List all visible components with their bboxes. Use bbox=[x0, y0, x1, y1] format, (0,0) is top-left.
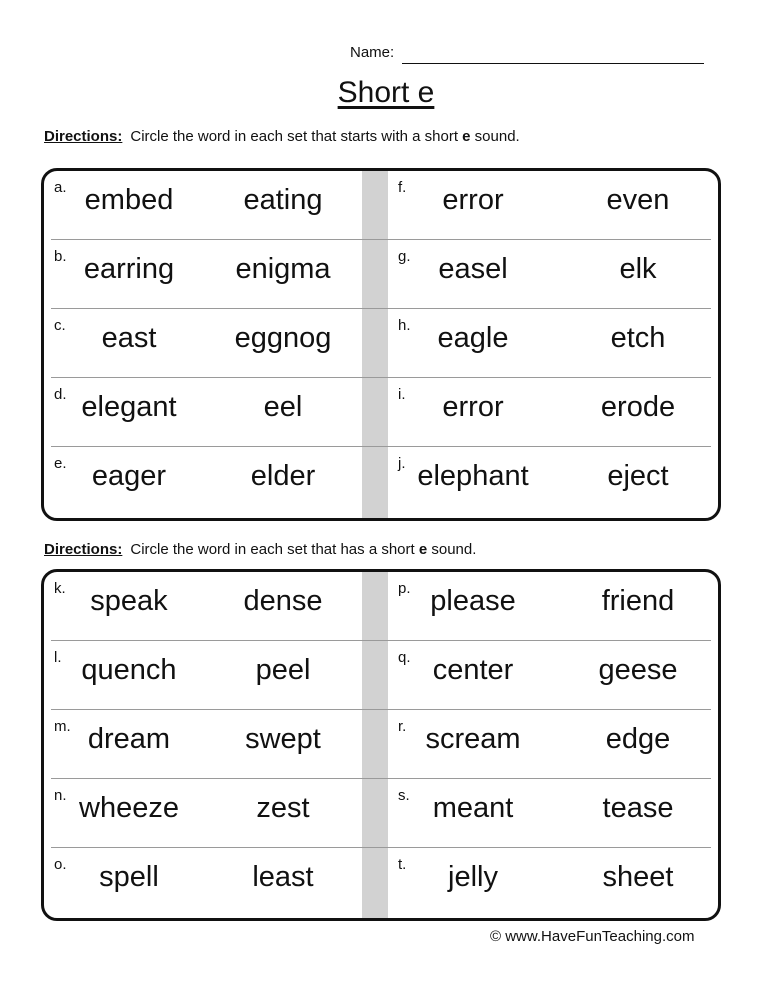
item-letter: m. bbox=[54, 718, 71, 735]
word-choice[interactable]: enigma bbox=[235, 253, 331, 285]
word-row bbox=[44, 572, 718, 641]
item-letter: l. bbox=[54, 649, 62, 666]
word-choice[interactable]: eager bbox=[91, 460, 167, 492]
word-row bbox=[44, 171, 718, 240]
directions-bold: e bbox=[462, 128, 471, 145]
directions-2 bbox=[44, 541, 476, 558]
word-choice[interactable]: eel bbox=[263, 391, 303, 423]
word-row bbox=[44, 641, 718, 710]
item-letter: n. bbox=[54, 787, 67, 804]
word-choice[interactable]: wheeze bbox=[79, 792, 179, 824]
word-row bbox=[44, 848, 718, 917]
word-choice[interactable]: jelly bbox=[448, 861, 498, 893]
word-choice[interactable]: eject bbox=[607, 460, 669, 492]
word-choice[interactable]: spell bbox=[99, 861, 159, 893]
word-choice[interactable]: meant bbox=[432, 792, 514, 824]
word-choice[interactable]: scream bbox=[425, 723, 521, 755]
word-choice[interactable]: error bbox=[442, 391, 504, 423]
item-letter: c. bbox=[54, 317, 66, 334]
word-choice[interactable]: erode bbox=[600, 391, 676, 423]
word-choice[interactable]: peel bbox=[255, 654, 311, 686]
item-letter: b. bbox=[54, 248, 67, 265]
word-choice[interactable]: eggnog bbox=[234, 322, 332, 354]
directions-bold: e bbox=[418, 541, 428, 558]
item-letter: r. bbox=[398, 718, 407, 735]
word-choice[interactable]: easel bbox=[438, 253, 508, 285]
word-choice[interactable]: elk bbox=[619, 253, 657, 285]
word-row bbox=[44, 710, 718, 779]
item-letter: t. bbox=[398, 856, 407, 873]
word-choice[interactable]: embed bbox=[84, 184, 174, 216]
word-choice[interactable]: center bbox=[432, 654, 514, 686]
directions-text: Circle the word in each set that starts with a short bbox=[130, 128, 463, 145]
name-label: Name: bbox=[350, 44, 395, 61]
directions-text-end: sound. bbox=[470, 128, 520, 145]
item-letter: p. bbox=[398, 580, 411, 597]
item-letter: a. bbox=[54, 179, 67, 196]
name-line[interactable] bbox=[402, 63, 704, 64]
item-letter: q. bbox=[398, 649, 411, 666]
page-title: Short e bbox=[337, 76, 435, 109]
word-choice[interactable]: sheet bbox=[602, 861, 674, 893]
word-choice[interactable]: geese bbox=[598, 654, 678, 686]
word-choice[interactable]: please bbox=[430, 585, 516, 617]
word-choice[interactable]: eagle bbox=[437, 322, 509, 354]
word-box-1 bbox=[41, 168, 721, 521]
word-choice[interactable]: dense bbox=[243, 585, 323, 617]
word-box-2 bbox=[41, 569, 721, 921]
directions-text-end: sound. bbox=[427, 541, 477, 558]
word-choice[interactable]: least bbox=[252, 861, 314, 893]
word-choice[interactable]: earring bbox=[83, 253, 175, 285]
item-letter: d. bbox=[54, 386, 67, 403]
directions-label: Directions: bbox=[44, 541, 123, 558]
item-letter: s. bbox=[398, 787, 410, 804]
word-choice[interactable]: speak bbox=[90, 585, 168, 617]
word-choice[interactable]: east bbox=[101, 322, 157, 354]
item-letter: e. bbox=[54, 455, 67, 472]
word-row bbox=[44, 447, 718, 516]
word-choice[interactable]: elegant bbox=[81, 391, 177, 423]
word-choice[interactable]: friend bbox=[601, 585, 675, 617]
word-row bbox=[44, 309, 718, 378]
word-choice[interactable]: error bbox=[442, 184, 504, 216]
word-choice[interactable]: elder bbox=[250, 460, 316, 492]
word-choice[interactable]: even bbox=[606, 184, 670, 216]
item-letter: f. bbox=[398, 179, 407, 196]
word-choice[interactable]: etch bbox=[610, 322, 666, 354]
item-letter: j. bbox=[398, 455, 406, 472]
word-row bbox=[44, 240, 718, 309]
word-choice[interactable]: tease bbox=[602, 792, 674, 824]
item-letter: i. bbox=[398, 386, 406, 403]
word-choice[interactable]: edge bbox=[605, 723, 671, 755]
word-choice[interactable]: zest bbox=[256, 792, 310, 824]
word-choice[interactable]: dream bbox=[87, 723, 171, 755]
item-letter: g. bbox=[398, 248, 411, 265]
item-letter: h. bbox=[398, 317, 411, 334]
item-letter: k. bbox=[54, 580, 66, 597]
word-row bbox=[44, 378, 718, 447]
item-letter: o. bbox=[54, 856, 67, 873]
word-row bbox=[44, 779, 718, 848]
copyright: © www.HaveFunTeaching.com bbox=[490, 928, 695, 945]
word-choice[interactable]: swept bbox=[245, 723, 321, 755]
directions-text: Circle the word in each set that has a short bbox=[130, 541, 419, 558]
word-choice[interactable]: elephant bbox=[417, 460, 529, 492]
word-choice[interactable]: quench bbox=[81, 654, 177, 686]
directions-label: Directions: bbox=[44, 128, 123, 145]
word-choice[interactable]: eating bbox=[243, 184, 323, 216]
directions-1 bbox=[44, 128, 520, 145]
